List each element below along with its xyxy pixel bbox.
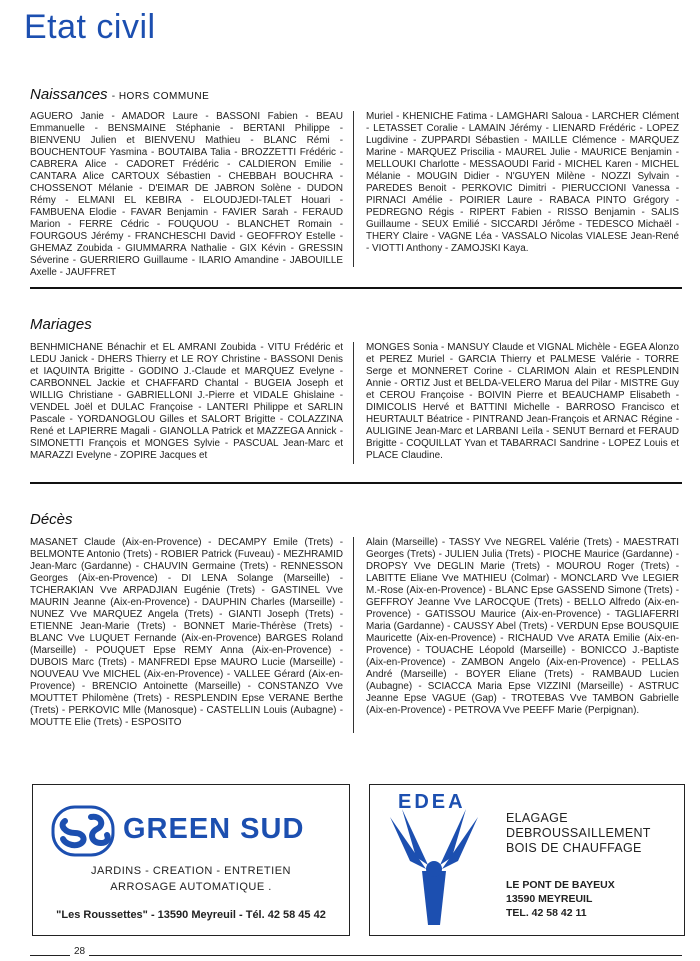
page-number: 28: [70, 946, 89, 957]
green-sud-line-2: ARROSAGE AUTOMATIQUE .: [110, 881, 272, 893]
edea-fan-logo-icon: [386, 799, 482, 936]
deces-list-right: Alain (Marseille) - TASSY Vve NEGREL Valérie (Trets) - MAESTRATI Georges (Trets) - JULIEN Julia (Trets) - PIOCHE Maurice (Gardanne) - DROPSY Vve DEGLIN Marie (Trets) - MOUROU Roger (Trets) - LABITTE Eliane Vve MATHIEU (Colmar) - MONCLARD Vve LEGIER M.-Rose (Aix-en-Provence) - BLANC Epse GASSEND Simone (Trets) - GEFFROY Jeanne Vve LAROCQUE (Trets) - BELLO Alfredo (Aix-en-Provence) - GATISSOU Maurice (Aix-en-Provence) - TAGLIAFERRI Maria (Gardanne) - CAUSSY Abel (Trets) - VERDUN Epse BOUSQUIE Mauricette (Aix-en-Provence) - RICHAUD Vve ARATA Emilie (Aix-en-Provence) - TOUACHE Léopold (Marseille) - BONICCO J.-Baptiste (Aix-en-Provence) - ZAMBON Angelo (Aix-en-Provence) - PELLAS André (Marseille) - BOYER Eliane (Trets) - RAMBAUD Lucien (Aubagne) - SCIACCA Maria Epse VIZZINI (Marseille) - ASTRUC Jeanne Epse VAGUE (Gap) - TROTEBAS Vve TAMBON Gabrielle (Aix-en-Provence) - PETROVA Vve PEEFF Marie (Perpignan).: [366, 537, 679, 716]
edea-ad: [369, 784, 685, 936]
green-sud-name: GREEN SUD: [123, 813, 305, 845]
edea-service-3: BOIS DE CHAUFFAGE: [506, 841, 642, 855]
column-divider: [353, 537, 354, 733]
mariages-list-left: BENHMICHANE Bénachir et EL AMRANI Zoubida - VITU Frédéric et LEDU Janick - DHERS Thierry et LE ROY Christine - BASSONI Denis et IAQUINTA Brigitte - GODINO J.-Claude et MARQUEZ Evelyne - CARBONNEL Jackie et CHAFFARD Chantal - BUGEIA Joseph et WILLIG Christiane - GABRIELLONI J.-Pierre et VIDALE Ghislaine - VENDEL Joël et DULAC Françoise - LANTERI Philippe et SARLIN Pascale - YORDANOGLOU Gilles et SALORT Brigitte - COLAZZINA René et LAPIERRE Magali - GIANOLLA Patrick et MAZZEGA Annick - SIMONETTI François et MONGES Sylvie - PASCUAL Jean-Marc et MARAZZI Evelyne - ZOPIRE Jacques et: [30, 342, 343, 461]
mariages-list-right: MONGES Sonia - MANSUY Claude et VIGNAL Michèle - EGEA Alonzo et PEREZ Muriel - GARCIA Thierry et PALMESE Valérie - TORRE Serge et MONNERET Corine - CLARIMON Alain et RESPLENDIN Annie - ORTIZ Just et BELDA-VELERO Marua del Pilar - MISTRE Guy et CEROU Françoise - BOIVIN Pierre et BEAUCHAMP Elisabeth - DIMICOLIS Hervé et BATTINI Michelle - BARROSO Francisco et HEURTAULT Béatrice - PINTRAND Jean-François et ARNAC Régine - AULIGINE Jean-Marc et LARBANI Leïla - SENUT Bernard et FERAUD Brigitte - COQUILLAT Yvan et TABARRACI Sandrine - LOPEZ Louis et PLACE Claudine.: [366, 342, 679, 461]
green-sud-address: "Les Roussettes" - 13590 Meyreuil - Tél. 42 58 45 42: [56, 909, 326, 921]
deces-heading: [30, 511, 73, 528]
edea-service-1: ELAGAGE: [506, 811, 568, 825]
mariages-heading: [30, 316, 92, 333]
edea-phone: TEL. 42 58 42 11: [506, 907, 587, 919]
edea-address-line-2: 13590 MEYREUIL: [506, 893, 593, 905]
green-sud-ad: [32, 784, 350, 936]
edea-address-line-1: LE PONT DE BAYEUX: [506, 879, 615, 891]
green-sud-logo-icon: [51, 803, 115, 864]
naissances-list-right: Muriel - KHENICHE Fatima - LAMGHARI Saloua - LARCHER Clément - LETASSET Coralie - LAMAIN Jérémy - LIENARD Frédéric - LOPEZ Lugdivine - ZUPPARDI Sébastien - MAILLE Clémence - MARQUEZ Marine - MARQUEZ Priscilia - MAUREL Julie - MAURICE Benjamin - MELLOUKI Charlotte - MESSAOUDI Farid - MICHEL Karen - MICHEL Mélanie - MOUGIN Didier - N'GUYEN Milène - NOZZI Sylvain - PAREDES Benoit - PERKOVIC Dimitri - PIERUCCIONI Vanessa - PIRNACI Amélie - POIRIER Laure - RABACA PINTO Grégory - PEDREGNO Régis - RIPERT Fabien - RISSO Benjamin - SALIS Guillaume - SEUX Emilié - SICCARDI Jérôme - TEDESCO Michaël - THERY Claire - VAGNE Léa - VASSALO Nicolas VIALESE Jean-René - VIOTTI Anthony - ZAMOJSKI Kaya.: [366, 111, 679, 254]
page-title: Etat civil: [24, 8, 156, 46]
naissances-heading: [30, 86, 209, 103]
mariages-title: Mariages: [30, 316, 92, 333]
deces-list-left: MASANET Claude (Aix-en-Provence) - DECAMPY Emile (Trets) - BELMONTE Antonio (Trets) - ROBIER Patrick (Fuveau) - MEZHRAMID Jean-Marc (Gardanne) - CHAUVIN Germaine (Trets) - RENNESSON Georges (Aix-en-Provence) - DI LENA Solange (Marseille) - TCHERAKIAN Vve ARPADJIAN Eugénie (Trets) - GASTINEL Vve MAURIN Jeanne (Aix-en-Provence) - DAUPHIN Charles (Marseille) - NUNEZ Vve MARQUEZ Angela (Trets) - GIANTI Joseph (Trets) - ETIENNE Jean-Marie (Trets) - BONNET Marie-Thérèse (Trets) - BLANC Vve LUQUET Fernande (Aix-en-Provence) BARGES Roland (Marseille) - POUQUET Epse REMY Anna (Aix-en-Provence) - DUBOIS Marc (Trets) - MANFREDI Epse MAURO Lucie (Marseille) - NOUVEAU Vve MICHEL (Aix-en-Provence) - VALLEE Gérard (Aix-en-Provence) - BRENCIO Antoinette (Marseille) - CONSTANZO Vve MOUTTET Philomène (Trets) - RESPLENDIN Epse VERANE Berthe (Trets) - PERKOVIC Mlle (Manosque) - CASTELLIN Louis (Aubagne) - MOUTTE Elie (Trets) - ESPOSITO: [30, 537, 343, 728]
edea-service-2: DEBROUSSAILLEMENT: [506, 826, 651, 840]
footer-rule: [30, 955, 682, 956]
edea-name: EDEA: [398, 791, 466, 813]
green-sud-line-1: JARDINS - CREATION - ENTRETIEN: [91, 865, 291, 877]
deces-title: Décès: [30, 511, 73, 528]
naissances-subtitle: - HORS COMMUNE: [111, 91, 210, 102]
naissances-title: Naissances: [30, 86, 108, 103]
naissances-list-left: AGUERO Janie - AMADOR Laure - BASSONI Fabien - BEAU Emmanuelle - BENSMAINE Stéphanie - BERTANI Philippe - BIENVENU Julien et BIENVENU Mathieu - BLANC Rémi - BOUCHENTOUF Yasmina - BOUTAIBA Talia - BROZZETTI Frédéric - CABRERA Alice - CADORET Frédéric - CALDIERON Emilie - CANTARA Alice CARTOUX Sébastien - CHEBBAH BOUCHRA - CHOSSENOT Mélanie - D'EIMAR DE JABRON Solène - DUDON Rémy - ELMANI EL KEBIRA - ELOUDJEDI-TALET Houari - FAMBUENA Elodie - FAVAR Benjamin - FAVIER Sarah - FERAUD Marion - FERRE Cédric - FOUQUOU - BLANCHET Romain - FOURGOUS Jérémy - FRANCHESCHI David - GEOFFROY Estelle - GHEMAZ Zoubida - GIUMMARRA Nathalie - GIX Kévin - GRESSIN Séverine - GUERRIERO Guillaume - ILARIO Amandine - JABOUILLE Axelle - JAUFFRET: [30, 111, 343, 278]
section-divider: [30, 287, 682, 289]
section-divider: [30, 482, 682, 484]
column-divider: [353, 111, 354, 267]
column-divider: [353, 342, 354, 464]
